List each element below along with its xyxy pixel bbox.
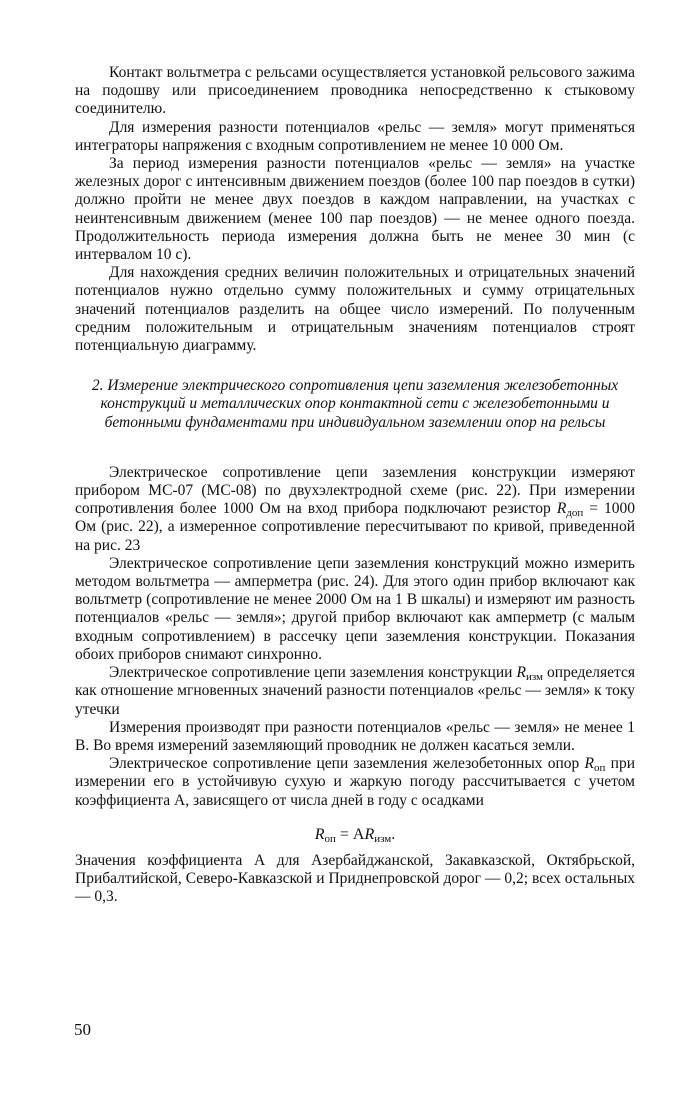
paragraph-7 xyxy=(75,664,635,719)
formula-lhs-subscript: оп xyxy=(324,832,336,845)
paragraph-2: Для измерения разности потенциалов «рельс — земля» могут применяться интеграторы напряжения с входным сопротивлением не менее 10 000 Ом. xyxy=(75,118,635,154)
formula-equals-a: = A xyxy=(335,825,365,843)
symbol-r: R xyxy=(516,664,526,682)
formula-lhs-symbol: R xyxy=(314,825,325,843)
paragraph-10: Значения коэффициента А для Азербайджанской, Закавказской, Октябрьской, Прибалтийской, Северо-Кавказской и Приднепровской дорог — 0,2; всех остальных — 0,3. xyxy=(75,851,635,906)
symbol-subscript: изм xyxy=(525,671,543,684)
symbol-subscript: доп xyxy=(566,507,584,520)
symbol-subscript: оп xyxy=(594,762,606,775)
paragraph-9-text-a: Электрическое сопротивление цепи заземления железобетонных опор xyxy=(109,755,585,773)
symbol-r: R xyxy=(556,500,567,518)
paragraph-8: Измерения производят при разности потенциалов «рельс — земля» не менее 1 В. Во время измерений заземляющий проводник не должен касаться земли. xyxy=(75,718,635,754)
paragraph-5-text-b: = 1000 Ом (рис. 22), а измеренное сопротивление пересчитывают по кривой, приведенной на рис. 23 xyxy=(75,500,635,554)
formula-end: . xyxy=(391,825,396,843)
paragraph-3: За период измерения разности потенциалов «рельс — земля» на участке железных дорог с интенсивным движением поездов (более 100 пар поездов в сутки) должно пройти не менее двух поездов в каждом направлении, на участках с неинтенсивным движением (менее 100 пар поездов) — не менее одного поезда. Продолжительность периода измерения должна быть не менее 30 мин (с интервалом 10 с). xyxy=(75,155,635,264)
page-number: 50 xyxy=(74,1020,91,1039)
paragraph-1: Контакт вольтметра с рельсами осуществляется установкой рельсового зажима на подошву или присоединением проводника непосредственно к стыковому соединителю. xyxy=(75,64,635,118)
section-heading: 2. Измерение электрического сопротивления цепи заземления железобетонных конструкций и металлических опор контактной сети с железобетонными и бетонными фундаментами при индивидуальном заземлении опор на рельсы xyxy=(91,377,619,431)
page-body xyxy=(75,64,635,907)
paragraph-7-text-a: Электрическое сопротивление цепи заземления конструкции xyxy=(109,664,517,682)
paragraph-6: Электрическое сопротивление цепи заземления конструкций можно измерить методом вольтметра — амперметра (рис. 24). Для этого один прибор включают как вольтметр (сопротивление не менее 2000 Ом на 1 В шкалы) и измеряют им разность потенциалов «рельс — земля»; другой прибор включают как амперметр (с малым входным сопротивлением) в рассечку цепи заземления конструкции. Показания обоих приборов снимают синхронно. xyxy=(75,554,635,663)
paragraph-4: Для нахождения средних величин положительных и отрицательных значений потенциалов нужно отдельно сумму положительных и сумму отрицательных значений потенциалов разделить на общее число измерений. По полученным средним положительным и отрицательным значениям потенциалов строят потенциальную диаграмму. xyxy=(75,264,635,355)
paragraph-9-text-b: при измерении его в устойчивую сухую и жаркую погоду рассчитывается с учетом коэффициента А, зависящего от числа дней в году с осадками xyxy=(75,755,635,809)
paragraph-5 xyxy=(75,464,635,555)
paragraph-9 xyxy=(75,755,635,810)
paragraph-7-text-b: определяется как отношение мгновенных значений разности потенциалов «рельс — земля» к току утечки xyxy=(75,664,635,718)
formula-rhs-subscript: изм xyxy=(374,832,392,845)
paragraph-5-text-a: Электрическое сопротивление цепи заземления конструкции измеряют прибором МС-07 (МС-08) по двухэлектродной схеме (рис. 22). При измерении сопротивления более 1000 Ом на вход прибора подключают резистор xyxy=(75,463,635,518)
symbol-r: R xyxy=(584,755,595,773)
formula xyxy=(75,826,635,844)
formula-rhs-symbol: R xyxy=(364,825,375,843)
